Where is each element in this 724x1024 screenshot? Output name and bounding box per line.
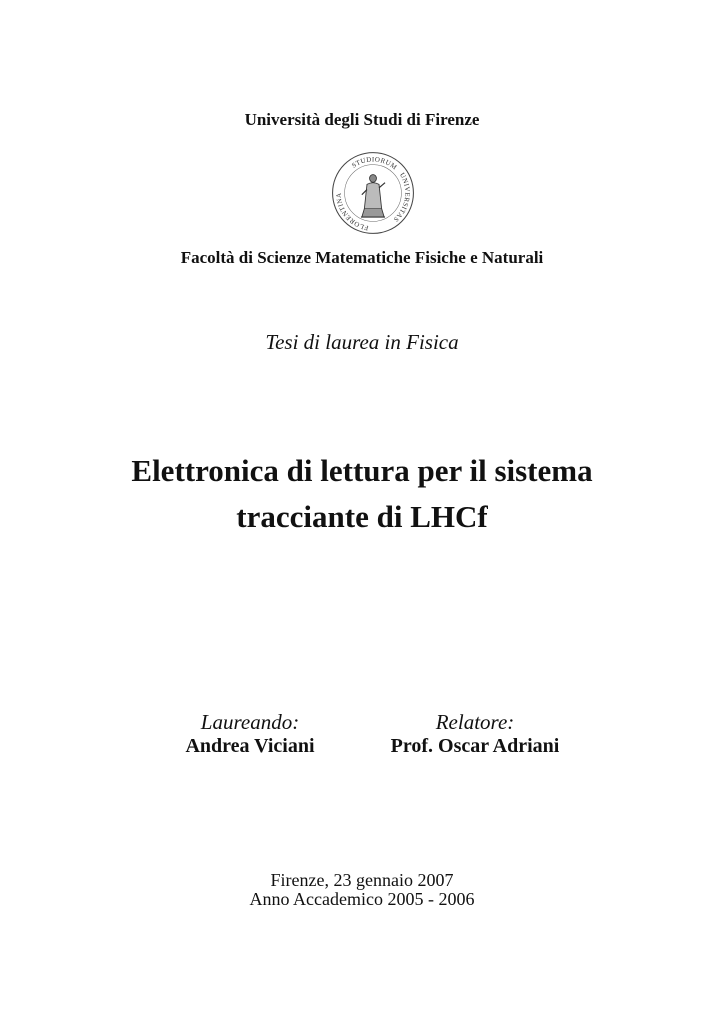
candidate-label: Laureando: xyxy=(200,710,300,734)
faculty-name: Facoltà di Scienze Matematiche Fisiche e Naturali xyxy=(180,248,544,267)
academic-year: Anno Accademico 2005 - 2006 xyxy=(249,889,475,909)
thesis-title xyxy=(0,448,724,540)
candidate-block xyxy=(150,710,350,758)
svg-text:STUDIORUM: STUDIORUM xyxy=(350,156,399,172)
footer xyxy=(0,871,724,909)
svg-text:UNIVERSITAS: UNIVERSITAS xyxy=(391,171,411,223)
candidate-name: Andrea Viciani xyxy=(185,735,315,757)
advisor-label: Relatore: xyxy=(435,710,515,734)
advisor-block xyxy=(370,710,580,758)
thesis-title-line-2: tracciante di LHCf xyxy=(236,499,488,534)
svg-text:FLORENTINA: FLORENTINA xyxy=(335,192,370,232)
place-date: Firenze, 23 gennaio 2007 xyxy=(270,870,454,890)
advisor-name: Prof. Oscar Adriani xyxy=(390,735,560,757)
university-seal-logo xyxy=(330,150,416,236)
university-name: Università degli Studi di Firenze xyxy=(244,110,480,129)
thesis-type: Tesi di laurea in Fisica xyxy=(265,330,459,354)
thesis-title-line-1: Elettronica di lettura per il sistema xyxy=(131,453,593,488)
